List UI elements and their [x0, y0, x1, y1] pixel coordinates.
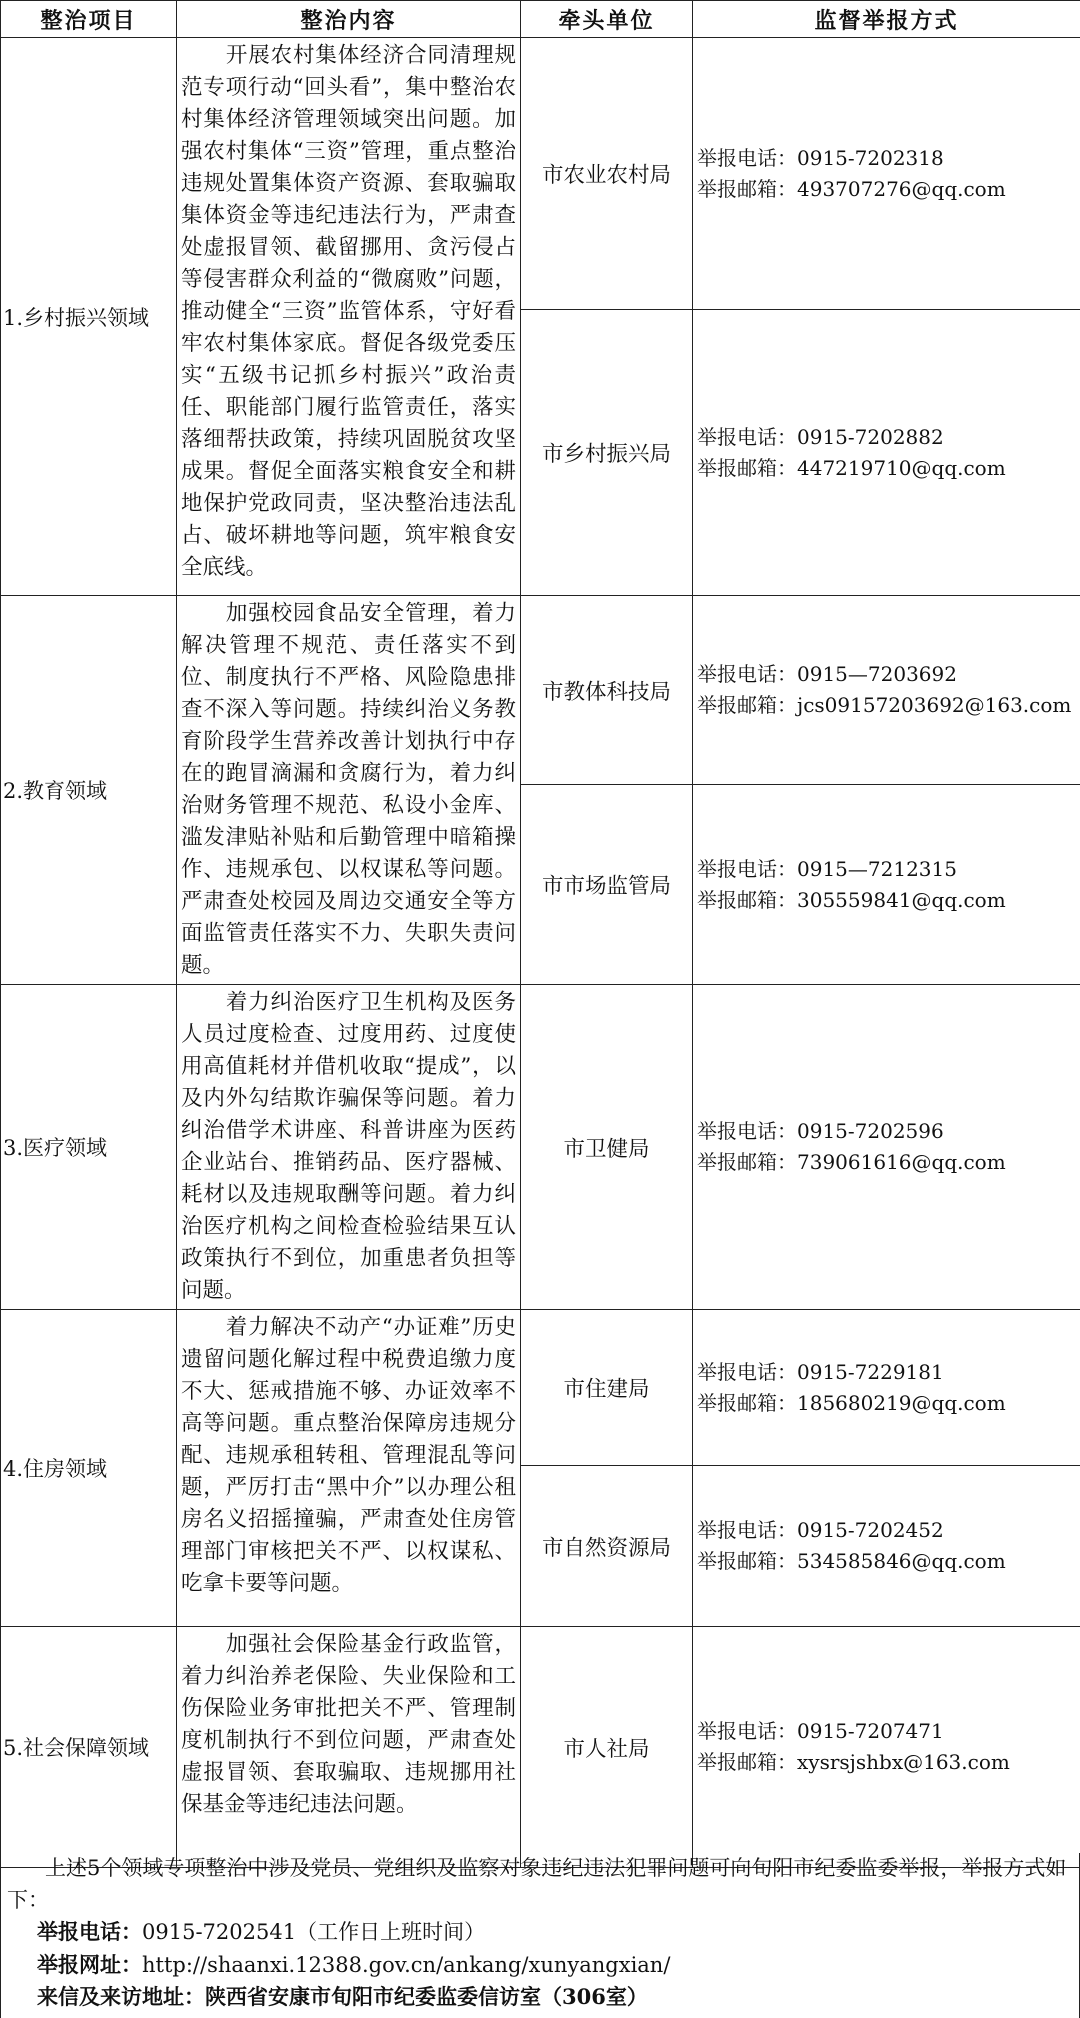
content-text: 开展农村集体经济合同清理规范专项行动“回头看”，集中整治农村集体经济管理领域突出问题。加强农村集体“三资”管理，重点整治违规处置集体资产资源、套取骗取集体资金等违纪违法行为，严肃查处虚报冒领、截留挪用、贪污侵占等侵害群众利益的“微腐败”问题，推动健全“三资”监管体系，守好看牢农村集体家底。督促各级党委压实“五级书记抓乡村振兴”政治责任、职能部门履行监管责任，落实落细帮扶政策，持续巩固脱贫攻坚成果。督促全面落实粮食安全和耕地保护党政同责，坚决整治违法乱占、破坏耕地等问题，筑牢粮食安全底线。 [181, 43, 516, 580]
unit-cell: 市自然资源局 [521, 1466, 693, 1627]
footer-address-line [1, 1981, 1079, 2014]
email-label: 举报邮箱： [697, 176, 797, 201]
footer-intro: 上述5个领域专项整治中涉及党员、党组织及监察对象违纪违法犯罪问题可向旬阳市纪委监委举报，举报方式如下： [7, 1856, 1067, 1912]
phone-line [697, 659, 1080, 690]
email-value: 185680219@qq.com [797, 1390, 1006, 1415]
phone-label: 举报电话： [697, 662, 797, 687]
phone-value: 0915-7229181 [797, 1359, 944, 1384]
unit-cell: 市教体科技局 [521, 596, 693, 785]
content-text: 加强社会保险基金行政监管，着力纠治养老保险、失业保险和工伤保险业务审批把关不严、管理制度机制执行不到位问题，严肃查处虚报冒领、套取骗取、违规挪用社保基金等违纪违法问题。 [181, 1632, 516, 1817]
report-cell [693, 1466, 1080, 1627]
footer-web-label: 举报网址： [37, 1951, 142, 1977]
field-cell: 2.教育领域 [1, 596, 177, 985]
phone-label: 举报电话： [697, 856, 797, 881]
content-cell [177, 1627, 521, 1868]
email-label: 举报邮箱： [697, 1549, 797, 1573]
table-row [1, 985, 1080, 1310]
field-cell: 5.社会保障领域 [1, 1627, 177, 1868]
phone-line [697, 422, 1080, 453]
email-label: 举报邮箱： [697, 455, 797, 480]
header-field: 整治项目 [1, 1, 177, 38]
email-value: xysrsjshbx@163.com [797, 1750, 1010, 1774]
email-value: 534585846@qq.com [797, 1549, 1006, 1573]
table-row [1, 38, 1080, 310]
field-cell: 1.乡村振兴领域 [1, 38, 177, 596]
phone-line [697, 854, 1080, 885]
email-label: 举报邮箱： [697, 887, 797, 912]
phone-label: 举报电话： [697, 424, 797, 449]
email-value: 493707276@qq.com [797, 176, 1006, 201]
content-cell [177, 38, 521, 596]
email-value: jcs09157203692@163.com [797, 693, 1072, 718]
email-line [697, 690, 1080, 721]
phone-value: 0915-7207471 [797, 1719, 944, 1743]
email-value: 305559841@qq.com [797, 887, 1006, 912]
report-cell [693, 596, 1080, 785]
email-line [697, 1546, 1080, 1577]
phone-line [697, 1116, 1080, 1147]
email-line [697, 453, 1080, 484]
phone-value: 0915—7203692 [797, 662, 957, 687]
phone-line [697, 1716, 1080, 1747]
unit-cell: 市卫健局 [521, 985, 693, 1310]
report-cell [693, 38, 1080, 310]
table-row [1, 1627, 1080, 1868]
table-header-row [1, 1, 1080, 38]
phone-value: 0915-7202596 [797, 1119, 944, 1143]
footer-phone-line [1, 1916, 1079, 1949]
email-value: 447219710@qq.com [797, 455, 1006, 480]
footer-phone-label: 举报电话： [37, 1919, 142, 1944]
report-cell [693, 785, 1080, 985]
header-report: 监督举报方式 [693, 1, 1080, 38]
unit-cell: 市住建局 [521, 1310, 693, 1466]
phone-line [697, 1515, 1080, 1546]
phone-value: 0915—7212315 [797, 856, 957, 881]
phone-label: 举报电话： [697, 145, 797, 170]
footer-phone-value: 0915-7202541（工作日上班时间） [142, 1920, 486, 1944]
report-cell [693, 985, 1080, 1310]
email-label: 举报邮箱： [697, 1390, 797, 1415]
phone-label: 举报电话： [697, 1719, 797, 1743]
content-text: 加强校园食品安全管理，着力解决管理不规范、责任落实不到位、制度执行不严格、风险隐患排查不深入等问题。持续纠治义务教育阶段学生营养改善计划执行中存在的跑冒滴漏和贪腐行为，着力纠治财务管理不规范、私设小金库、滥发津贴补贴和后勤管理中暗箱操作、违规承包、以权谋私等问题。严肃查处校园及周边交通安全等方面监管责任落实不力、失职失责问题。 [181, 601, 516, 978]
email-label: 举报邮箱： [697, 693, 797, 718]
unit-cell: 市乡村振兴局 [521, 310, 693, 596]
footer-web-line [1, 1949, 1079, 1982]
field-cell: 3.医疗领域 [1, 985, 177, 1310]
content-text: 着力纠治医疗卫生机构及医务人员过度检查、过度用药、过度使用高值耗材并借机收取“提成”，以及内外勾结欺诈骗保等问题。着力纠治借学术讲座、科普讲座为医药企业站台、推销药品、医疗器械、耗材以及违规取酬等问题。着力纠治医疗机构之间检查检验结果互认政策执行不到位，加重患者负担等问题。 [181, 990, 516, 1303]
email-line [697, 1747, 1080, 1778]
phone-label: 举报电话： [697, 1359, 797, 1384]
footer-web-value[interactable]: http://shaanxi.12388.gov.cn/ankang/xunyangxian/ [142, 1952, 671, 1977]
phone-label: 举报电话： [697, 1518, 797, 1542]
unit-cell: 市人社局 [521, 1627, 693, 1868]
phone-label: 举报电话： [697, 1119, 797, 1143]
phone-line [697, 143, 1080, 174]
email-line [697, 1388, 1080, 1419]
content-cell [177, 985, 521, 1310]
report-cell [693, 310, 1080, 596]
email-line [697, 885, 1080, 916]
report-cell [693, 1310, 1080, 1466]
field-cell: 4.住房领域 [1, 1310, 177, 1627]
content-text: 着力解决不动产“办证难”历史遗留问题化解过程中税费追缴力度不大、惩戒措施不够、办证效率不高等问题。重点整治保障房违规分配、违规承租转租、管理混乱等问题，严厉打击“黑中介”以办理公租房名义招摇撞骗，严肃查处住房管理部门审核把关不严、以权谋私、吃拿卡要等问题。 [181, 1315, 516, 1596]
table-row [1, 596, 1080, 785]
phone-value: 0915-7202318 [797, 145, 944, 170]
unit-cell: 市农业农村局 [521, 38, 693, 310]
table-row [1, 1310, 1080, 1466]
email-label: 举报邮箱： [697, 1750, 797, 1774]
report-cell [693, 1627, 1080, 1868]
unit-cell: 市市场监管局 [521, 785, 693, 985]
email-line [697, 1147, 1080, 1178]
email-value: 739061616@qq.com [797, 1150, 1006, 1174]
report-footer [0, 1853, 1080, 2018]
email-line [697, 174, 1080, 205]
phone-value: 0915-7202882 [797, 424, 944, 449]
phone-line [697, 1357, 1080, 1388]
content-cell [177, 596, 521, 985]
footer-address-label: 来信及来访地址： [37, 1984, 205, 2009]
header-content: 整治内容 [177, 1, 521, 38]
header-unit: 牵头单位 [521, 1, 693, 38]
content-cell [177, 1310, 521, 1627]
email-label: 举报邮箱： [697, 1150, 797, 1174]
footer-address-value: 陕西省安康市旬阳市纪委监委信访室（306室） [205, 1984, 648, 2009]
phone-value: 0915-7202452 [797, 1518, 944, 1542]
